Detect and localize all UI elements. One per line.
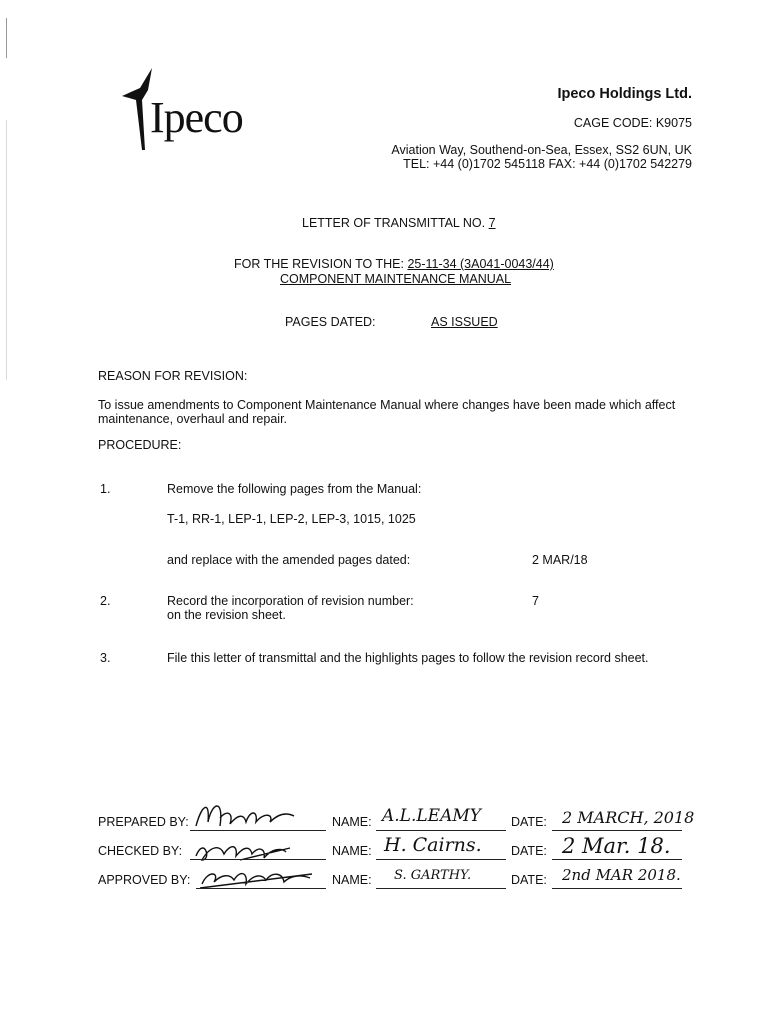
checked-date-line: [552, 859, 682, 860]
prepared-name-value: A.L.LEAMY: [382, 806, 481, 826]
scan-margin-mark: [6, 120, 7, 380]
checked-by-line: [190, 859, 326, 860]
step-1-replace-date: 2 MAR/18: [532, 553, 588, 567]
checked-name-line: [376, 859, 506, 860]
pages-dated-label: PAGES DATED:: [285, 315, 376, 329]
company-address: Aviation Way, Southend-on-Sea, Essex, SS2 6UN, UK: [391, 143, 692, 157]
letter-number: 7: [488, 216, 496, 230]
step-1-pages: T-1, RR-1, LEP-1, LEP-2, LEP-3, 1015, 1025: [167, 512, 416, 526]
letter-title-prefix: LETTER OF TRANSMITTAL NO.: [302, 216, 486, 230]
letter-title: [302, 216, 496, 230]
reason-text-line1: To issue amendments to Component Maintenance Manual where changes have been made which affect: [98, 398, 676, 412]
prepared-by-label: PREPARED BY:: [98, 815, 189, 829]
revision-reference: 25-11-34 (3A041-0043/44): [407, 257, 554, 271]
step-3-number: 3.: [100, 651, 111, 665]
prepared-date-line: [552, 830, 682, 831]
checked-by-signature: [190, 830, 300, 866]
approved-name-line: [376, 888, 506, 889]
step-2-number: 2.: [100, 594, 111, 608]
step-2-text: Record the incorporation of revision number:: [167, 594, 414, 608]
prepared-date-label: DATE:: [511, 815, 547, 829]
checked-name-value: H. Cairns.: [384, 834, 482, 856]
prepared-name-line: [376, 830, 506, 831]
step-2-revision-number: 7: [532, 594, 539, 608]
revision-line: [234, 257, 554, 271]
reason-heading: REASON FOR REVISION:: [98, 369, 248, 383]
scan-margin-mark: [6, 18, 7, 58]
step-1-number: 1.: [100, 482, 111, 496]
checked-name-label: NAME:: [332, 844, 372, 858]
cage-code: CAGE CODE: K9075: [573, 116, 692, 130]
reason-text-line2: maintenance, overhaul and repair.: [98, 412, 288, 426]
approved-name-value: S. GARTHY.: [394, 868, 472, 883]
step-1-replace-text: and replace with the amended pages dated:: [167, 553, 411, 567]
step-1-text: Remove the following pages from the Manual:: [167, 482, 422, 496]
manual-name: COMPONENT MAINTENANCE MANUAL: [280, 272, 512, 286]
revision-prefix: FOR THE REVISION TO THE:: [234, 257, 404, 271]
step-2-text-line2: on the revision sheet.: [167, 608, 286, 622]
checked-by-label: CHECKED BY:: [98, 844, 183, 858]
pages-dated-value: AS ISSUED: [431, 315, 498, 329]
approved-date-label: DATE:: [511, 873, 547, 887]
company-name: Ipeco Holdings Ltd.: [557, 86, 692, 102]
company-logo-text: Ipeco: [150, 93, 243, 142]
procedure-heading: PROCEDURE:: [98, 438, 182, 452]
prepared-name-label: NAME:: [332, 815, 372, 829]
company-phone-fax: TEL: +44 (0)1702 545118 FAX: +44 (0)1702 542279: [403, 157, 692, 171]
checked-date-value: 2 Mar. 18.: [562, 834, 671, 858]
approved-name-label: NAME:: [332, 873, 372, 887]
approved-by-label: APPROVED BY:: [98, 873, 191, 887]
prepared-by-signature: [190, 796, 300, 834]
checked-date-label: DATE:: [511, 844, 547, 858]
approved-date-line: [552, 888, 682, 889]
prepared-date-value: 2 MARCH, 2018: [562, 808, 695, 827]
step-3-text: File this letter of transmittal and the highlights pages to follow the revision record sheet.: [167, 651, 649, 665]
approved-date-value: 2nd MAR 2018.: [562, 866, 681, 884]
approved-by-line: [196, 888, 326, 889]
